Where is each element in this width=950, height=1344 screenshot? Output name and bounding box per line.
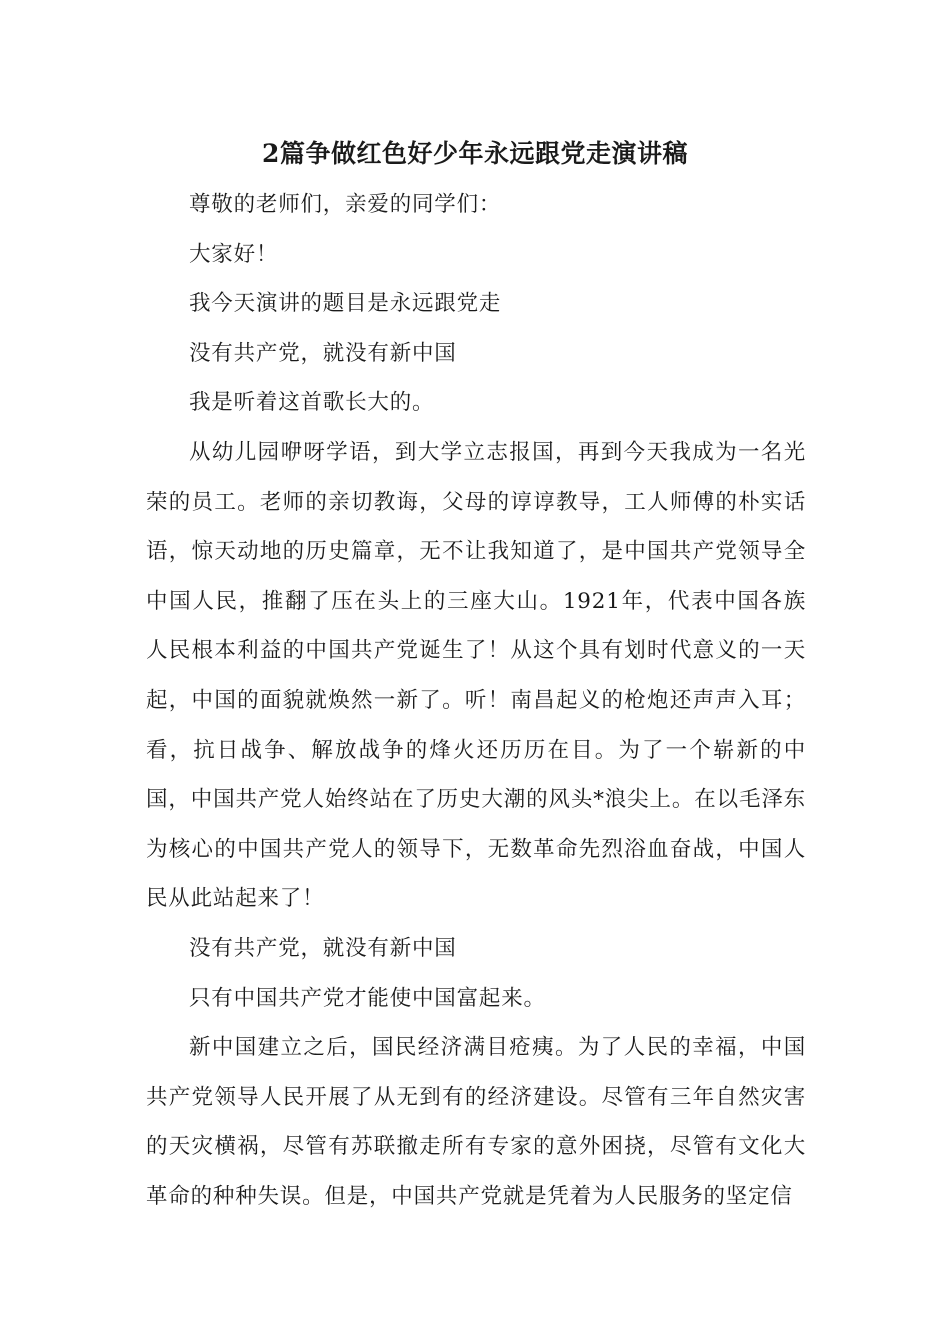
document-title: 2篇争做红色好少年永远跟党走演讲稿 (262, 139, 688, 168)
paragraph-topic: 我今天演讲的题目是永远跟党走 (189, 291, 502, 317)
paragraph-prosperity: 只有中国共产党才能使中国富起来。 (189, 985, 546, 1011)
paragraph-construction: 新中国建立之后，国民经济满目疮痍。为了人民的幸福，中国共产党领导人民开展了从无到有的经济建设。尽管有三年自然灾害的天灾横祸，尽管有苏联撤走所有专家的意外困挠，尽管有文化大革命的种种失误。但是，中国共产党就是凭着为人民服务的坚定信 (146, 1035, 806, 1209)
document-body (146, 180, 806, 1221)
paragraph-song-line-1: 没有共产党，就没有新中国 (189, 340, 457, 366)
paragraph-history: 从幼儿园咿呀学语，到大学立志报国，再到今天我成为一名光荣的员工。老师的亲切教诲，父母的谆谆教导，工人师傅的朴实话语，惊天动地的历史篇章，无不让我知道了，是中国共产党领导全中国人民，推翻了压在头上的三座大山。1921年，代表中国各族人民根本利益的中国共产党诞生了！从这个具有划时代意义的一天起，中国的面貌就焕然一新了。听！南昌起义的枪炮还声声入耳；看，抗日战争、解放战争的烽火还历历在目。为了一个崭新的中国，中国共产党人始终站在了历史大潮的风头*浪尖上。在以毛泽东为核心的中国共产党人的领导下，无数革命先烈浴血奋战，中国人民从此站起来了！ (146, 439, 806, 912)
paragraph-greeting: 尊敬的老师们，亲爱的同学们： (189, 192, 502, 217)
paragraph-song-line-2: 没有共产党，就没有新中国 (189, 935, 457, 961)
paragraph-song-intro: 我是听着这首歌长大的。 (189, 390, 435, 416)
paragraph-hello: 大家好！ (189, 241, 279, 267)
